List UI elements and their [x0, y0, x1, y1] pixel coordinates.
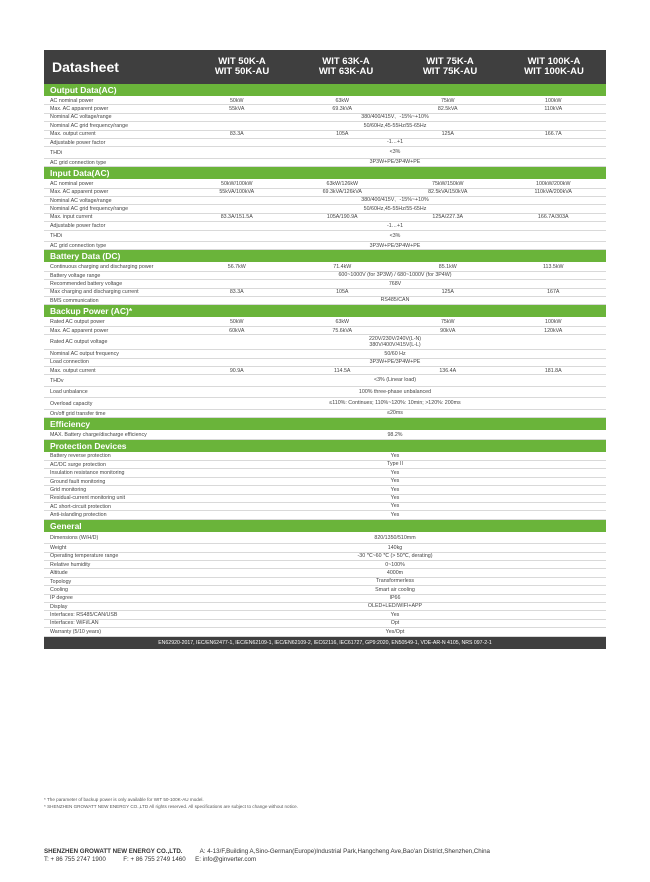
spec-value: 166.7A	[544, 131, 562, 138]
spec-label: Rated AC output power	[50, 319, 105, 326]
spec-label: Max. output current	[50, 367, 96, 374]
spec-value: 105A	[336, 131, 349, 138]
spec-row	[44, 461, 606, 469]
spec-value-shared	[184, 233, 606, 240]
spec-value-shared	[184, 159, 606, 166]
spec-label: Interfaces: RS485/CAN/USB	[50, 612, 118, 619]
spec-value-line: Smart air cooling	[375, 586, 415, 593]
section-header: Backup Power (AC)*	[44, 305, 606, 318]
spec-row	[44, 263, 606, 271]
spec-value: 167A	[547, 289, 560, 296]
spec-label: Weight	[50, 544, 67, 551]
spec-value-line: Yes	[390, 511, 400, 518]
spec-row	[44, 603, 606, 611]
spec-value: 50kW	[229, 97, 244, 104]
spec-value: 50kW	[229, 319, 244, 326]
spec-label: THDv	[50, 377, 64, 384]
spec-row	[44, 478, 606, 486]
spec-value: 75.6kVA	[332, 327, 353, 334]
footnote: * The parameter of backup power is only available for WIT 50-100K-AU model.	[44, 797, 204, 802]
spec-value-line: Yes	[390, 486, 400, 493]
spec-row	[44, 97, 606, 105]
spec-row	[44, 139, 606, 147]
spec-label: Operating temperature range	[50, 553, 119, 560]
spec-row	[44, 318, 606, 326]
spec-value-shared	[184, 123, 606, 130]
spec-value-line: 4000m	[386, 569, 404, 576]
spec-value-shared	[184, 562, 606, 569]
spec-value-line: 0~100%	[385, 561, 405, 568]
spec-label: THDi	[50, 232, 63, 239]
spec-row	[44, 578, 606, 586]
spec-value-shared	[184, 461, 606, 468]
spec-value-shared	[184, 545, 606, 552]
spec-label: AC grid connection type	[50, 242, 107, 249]
spec-label: Nominal AC output frequency	[50, 350, 119, 357]
spec-value-line: 50/60Hz,45-55Hz/55-65Hz	[363, 122, 427, 129]
spec-value-line: 100% three-phase unbalanced	[358, 388, 432, 395]
spec-value-line: Yes	[390, 503, 400, 510]
spec-label: Nominal AC grid frequency/range	[50, 122, 129, 129]
section-header: Efficiency	[44, 418, 606, 431]
spec-row	[44, 367, 606, 375]
spec-value-line: Yes	[390, 478, 400, 485]
spec-row	[44, 272, 606, 280]
spec-value: 100kW	[545, 319, 562, 326]
spec-value: 110kVA	[544, 106, 563, 113]
spec-value-shared	[184, 149, 606, 156]
spec-value: 69.3kVA/126kVA	[322, 189, 362, 196]
spec-value: 166.7A/303A	[537, 214, 569, 221]
spec-value: 82.5kVA/150kVA	[428, 189, 468, 196]
spec-value: 75kW	[440, 319, 455, 326]
spec-value: 90.9A	[229, 367, 244, 374]
spec-value-line: Yes	[390, 453, 400, 460]
spec-row	[44, 398, 606, 410]
spec-label: Max. AC apparent power	[50, 189, 109, 196]
spec-value: 55kVA/100kVA	[219, 189, 255, 196]
spec-value: 71.4kW	[333, 264, 352, 271]
spec-value-line: ≤110%: Continues; 110%~120%: 10min; >120%: 200ms	[329, 400, 461, 407]
spec-value-shared	[184, 453, 606, 460]
spec-value: 110kVA/200kVA	[534, 189, 572, 196]
spec-value-shared	[184, 570, 606, 577]
spec-label: Nominal AC voltage/range	[50, 197, 112, 204]
spec-value-line: 50/60 Hz	[384, 350, 406, 357]
spec-value: 113.5kW	[542, 264, 564, 271]
spec-value-shared	[184, 629, 606, 636]
spec-label: AC/DC surge protection	[50, 461, 106, 468]
section-header: Battery Data (DC)	[44, 250, 606, 263]
company-email: E: info@ginverter.com	[195, 856, 257, 863]
spec-row	[44, 611, 606, 619]
spec-label: Continuous charging and discharging power	[50, 264, 154, 271]
spec-value-line: 3P3W+PE/3P4W+PE	[369, 242, 421, 249]
spec-label: Nominal AC grid frequency/range	[50, 206, 129, 213]
spec-value-shared	[184, 272, 606, 279]
spec-row	[44, 387, 606, 399]
spec-row	[44, 180, 606, 188]
spec-value: 63kW	[335, 97, 350, 104]
spec-value-line: 98.2%	[387, 431, 403, 438]
section-header: Output Data(AC)	[44, 84, 606, 97]
spec-label: AC grid connection type	[50, 159, 107, 166]
spec-row	[44, 544, 606, 552]
spec-value-line: <3% (Linear load)	[374, 377, 416, 384]
model-column-4: WIT 100K-A WIT 100K-AU	[524, 55, 584, 77]
spec-value-line: <3%	[389, 149, 401, 156]
datasheet-table	[44, 50, 606, 649]
spec-value-shared	[184, 578, 606, 585]
spec-value: 181.8A	[544, 367, 562, 374]
spec-value-shared	[184, 223, 606, 230]
spec-value: 125A/227.3A	[432, 214, 464, 221]
spec-label: BMS communication	[50, 297, 99, 304]
company-address: A: 4-13/F,Building A,Sino-German(Europe)Industrial Park,Hangcheng Ave,Bao'an District,Shenzhen,China	[199, 848, 490, 855]
spec-value-line: 140kg	[387, 544, 403, 551]
spec-row	[44, 495, 606, 503]
spec-label: Warranty (5/10 years)	[50, 628, 102, 635]
spec-value-line: Opt	[390, 620, 400, 627]
spec-row	[44, 431, 606, 439]
spec-label: Max. AC apparent power	[50, 327, 109, 334]
company-name: SHENZHEN GROWATT NEW ENERGY CO.,LTD.	[44, 848, 183, 855]
spec-value-line: 380V/400V/415V(L-L)	[369, 342, 421, 349]
spec-row	[44, 214, 606, 222]
spec-value-shared	[184, 620, 606, 627]
spec-row	[44, 511, 606, 519]
spec-value-shared	[184, 389, 606, 396]
spec-value-line: 220V/230V/240V(L-N)	[368, 335, 422, 342]
spec-row	[44, 561, 606, 569]
spec-label: Interfaces: WiFi/LAN	[50, 620, 99, 627]
spec-label: Battery voltage range	[50, 272, 101, 279]
spec-row	[44, 289, 606, 297]
spec-value: 85.1kW	[438, 264, 457, 271]
spec-value: 120kVA	[544, 327, 563, 334]
spec-row	[44, 335, 606, 350]
spec-row	[44, 375, 606, 387]
spec-value: 83.3A	[229, 289, 244, 296]
spec-value-line: Yes/Opt	[385, 628, 405, 635]
footnote: * SHENZHEN GROWATT NEW ENERGY CO.,LTD All rights reserved. All specifications are subject to change without notice.	[44, 804, 299, 809]
spec-label: Ground fault monitoring	[50, 478, 106, 485]
spec-value-shared	[184, 587, 606, 594]
spec-value-shared	[184, 512, 606, 519]
standards-bar: EN62920-2017, IEC/EN62477-1, IEC/EN62109-1, IEC/EN62109-2, IEC62116, IEC61727, GP9:2020, EN50549-1, VDE-AR-N 4105, NRS 097-2-1	[44, 637, 606, 649]
company-footer	[44, 848, 604, 864]
spec-value-line: 380/400/415V、-15%~+10%	[361, 114, 429, 121]
page-title: Datasheet	[52, 59, 119, 75]
spec-row	[44, 131, 606, 139]
spec-value: 63kW	[335, 319, 350, 326]
spec-value-shared	[184, 478, 606, 485]
spec-row	[44, 205, 606, 213]
spec-value: 90kVA	[440, 327, 456, 334]
spec-value-line: <3%	[389, 232, 401, 239]
spec-value-shared	[184, 535, 606, 542]
spec-row	[44, 105, 606, 113]
spec-value-line: -30 ℃~60 ℃ (> 50℃, derating)	[357, 553, 433, 560]
spec-value: 82.5kVA	[437, 106, 458, 113]
spec-label: Topology	[50, 578, 72, 585]
spec-value-line: 380/400/415V、-15%~+10%	[361, 197, 429, 204]
spec-label: Adjustable power factor	[50, 222, 106, 229]
spec-value-shared	[184, 139, 606, 146]
spec-value-line: -1…+1	[386, 222, 404, 229]
spec-label: Load connection	[50, 359, 89, 366]
spec-row	[44, 569, 606, 577]
spec-value-shared	[184, 359, 606, 366]
spec-value-shared	[184, 553, 606, 560]
spec-value-line: IP66	[389, 595, 401, 602]
spec-label: AC short-circuit protection	[50, 503, 111, 510]
spec-row	[44, 453, 606, 461]
section-header: Protection Devices	[44, 440, 606, 453]
spec-value-line: OLED+LED/WIFI+APP	[367, 603, 423, 610]
spec-value: 125A	[441, 289, 454, 296]
spec-label: Max. AC apparent power	[50, 106, 109, 113]
spec-value-shared	[184, 400, 606, 407]
spec-label: Max charging and discharging current	[50, 289, 139, 296]
spec-value-line: RS485/CAN	[380, 297, 410, 304]
spec-value-shared	[184, 243, 606, 250]
spec-value-line: -1…+1	[386, 139, 404, 146]
spec-row	[44, 350, 606, 358]
spec-value: 55kVA	[229, 106, 245, 113]
spec-value-shared	[184, 351, 606, 358]
spec-label: Load unbalance	[50, 389, 88, 396]
spec-value-line: Yes	[390, 611, 400, 618]
spec-label: Grid monitoring	[50, 486, 87, 493]
spec-value-shared	[184, 410, 606, 417]
spec-row	[44, 159, 606, 167]
spec-value-line: ≤20ms	[387, 410, 403, 417]
spec-value-shared	[184, 206, 606, 213]
spec-value-shared	[184, 281, 606, 288]
spec-value: 105A/190.9A	[326, 214, 358, 221]
spec-row	[44, 297, 606, 305]
spec-label: Anti-islanding protection	[50, 512, 107, 519]
footnotes	[44, 796, 298, 810]
spec-value: 83.3A	[229, 131, 244, 138]
spec-label: Dimensions (W/H/D)	[50, 535, 99, 542]
spec-value-shared	[184, 336, 606, 349]
spec-label: Adjustable power factor	[50, 139, 106, 146]
spec-row	[44, 231, 606, 243]
spec-value-shared	[184, 495, 606, 502]
spec-row	[44, 628, 606, 636]
spec-row	[44, 280, 606, 288]
spec-label: Max. input current	[50, 214, 93, 221]
spec-label: AC nominal power	[50, 180, 94, 187]
spec-label: Max. output current	[50, 131, 96, 138]
spec-row	[44, 189, 606, 197]
spec-label: Residual-current monitoring unit	[50, 495, 126, 502]
spec-row	[44, 147, 606, 159]
spec-label: Insulation resistance monitoring	[50, 470, 125, 477]
spec-label: IP degree	[50, 595, 73, 602]
spec-value: 75kW/150kW	[432, 180, 464, 187]
spec-value: 69.3kVA	[332, 106, 353, 113]
spec-label: Rated AC output voltage	[50, 339, 108, 346]
spec-value-line: Type II	[387, 461, 403, 468]
spec-label: Recommended battery voltage	[50, 280, 123, 287]
model-column-2: WIT 63K-A WIT 63K-AU	[318, 55, 374, 77]
spec-row	[44, 503, 606, 511]
model-column-3: WIT 75K-A WIT 75K-AU	[422, 55, 478, 77]
spec-value-line: 3P3W+PE/3P4W+PE	[369, 359, 421, 366]
spec-value-shared	[184, 114, 606, 121]
spec-row	[44, 327, 606, 335]
spec-row	[44, 595, 606, 603]
spec-row	[44, 486, 606, 494]
spec-label: Battery reverse protection	[50, 453, 111, 460]
spec-row	[44, 197, 606, 205]
table-header	[44, 50, 606, 84]
spec-value-shared	[184, 603, 606, 610]
spec-value-line: 600~1000V (for 3P3W) / 680~1000V (for 3P4W)	[338, 272, 452, 279]
spec-value-line: 3P3W+PE/3P4W+PE	[369, 159, 421, 166]
spec-value-line: 50/60Hz,45-55Hz/55-65Hz	[363, 205, 427, 212]
spec-value-shared	[184, 487, 606, 494]
spec-label: Altitude	[50, 570, 68, 577]
spec-row	[44, 242, 606, 250]
spec-row	[44, 114, 606, 122]
spec-value-shared	[184, 503, 606, 510]
company-phone: T: + 86 755 2747 1900	[44, 856, 106, 863]
spec-row	[44, 222, 606, 230]
spec-value-shared	[184, 377, 606, 384]
spec-label: MAX. Battery charge/discharge efficiency	[50, 431, 147, 438]
spec-value-line: 768V	[388, 280, 402, 287]
spec-label: Cooling	[50, 586, 68, 593]
spec-value: 83.3A/151.5A	[220, 214, 253, 221]
spec-value: 75kW	[440, 97, 455, 104]
spec-row	[44, 553, 606, 561]
spec-value: 63kW/126kW	[326, 180, 358, 187]
spec-value-line: 820/1350/510mm	[374, 534, 416, 541]
spec-value-shared	[184, 297, 606, 304]
spec-value-shared	[184, 612, 606, 619]
spec-label: Relative humidity	[50, 561, 91, 568]
spec-value: 125A	[441, 131, 454, 138]
spec-value: 136.4A	[439, 367, 457, 374]
spec-value: 100kW/200kW	[536, 180, 571, 187]
spec-row	[44, 586, 606, 594]
spec-value-shared	[184, 197, 606, 204]
spec-value: 60kVA	[229, 327, 245, 334]
spec-value: 114.5A	[334, 367, 351, 374]
spec-label: Nominal AC voltage/range	[50, 114, 112, 121]
spec-label: AC nominal power	[50, 97, 94, 104]
spec-value-shared	[184, 432, 606, 439]
spec-row	[44, 469, 606, 477]
spec-row	[44, 122, 606, 130]
spec-row	[44, 533, 606, 545]
section-header: Input Data(AC)	[44, 167, 606, 180]
spec-rows	[44, 84, 606, 637]
spec-value-shared	[184, 470, 606, 477]
spec-label: Display	[50, 603, 68, 610]
spec-row	[44, 410, 606, 418]
spec-value: 105A	[336, 289, 349, 296]
spec-label: Overload capacity	[50, 400, 93, 407]
spec-value: 56.7kW	[227, 264, 246, 271]
spec-label: THDi	[50, 149, 63, 156]
spec-label: On/off grid transfer time	[50, 410, 106, 417]
spec-row	[44, 359, 606, 367]
spec-value: 50kW/100kW	[221, 180, 253, 187]
spec-value-line: Yes	[390, 495, 400, 502]
spec-value-shared	[184, 595, 606, 602]
spec-row	[44, 620, 606, 628]
spec-value-line: Yes	[390, 469, 400, 476]
model-column-1: WIT 50K-A WIT 50K-AU	[214, 55, 270, 77]
spec-value: 100kW	[545, 97, 562, 104]
spec-value-line: Transformerless	[375, 578, 415, 585]
company-fax: F: + 86 755 2749 1460	[123, 856, 186, 863]
section-header: General	[44, 520, 606, 533]
